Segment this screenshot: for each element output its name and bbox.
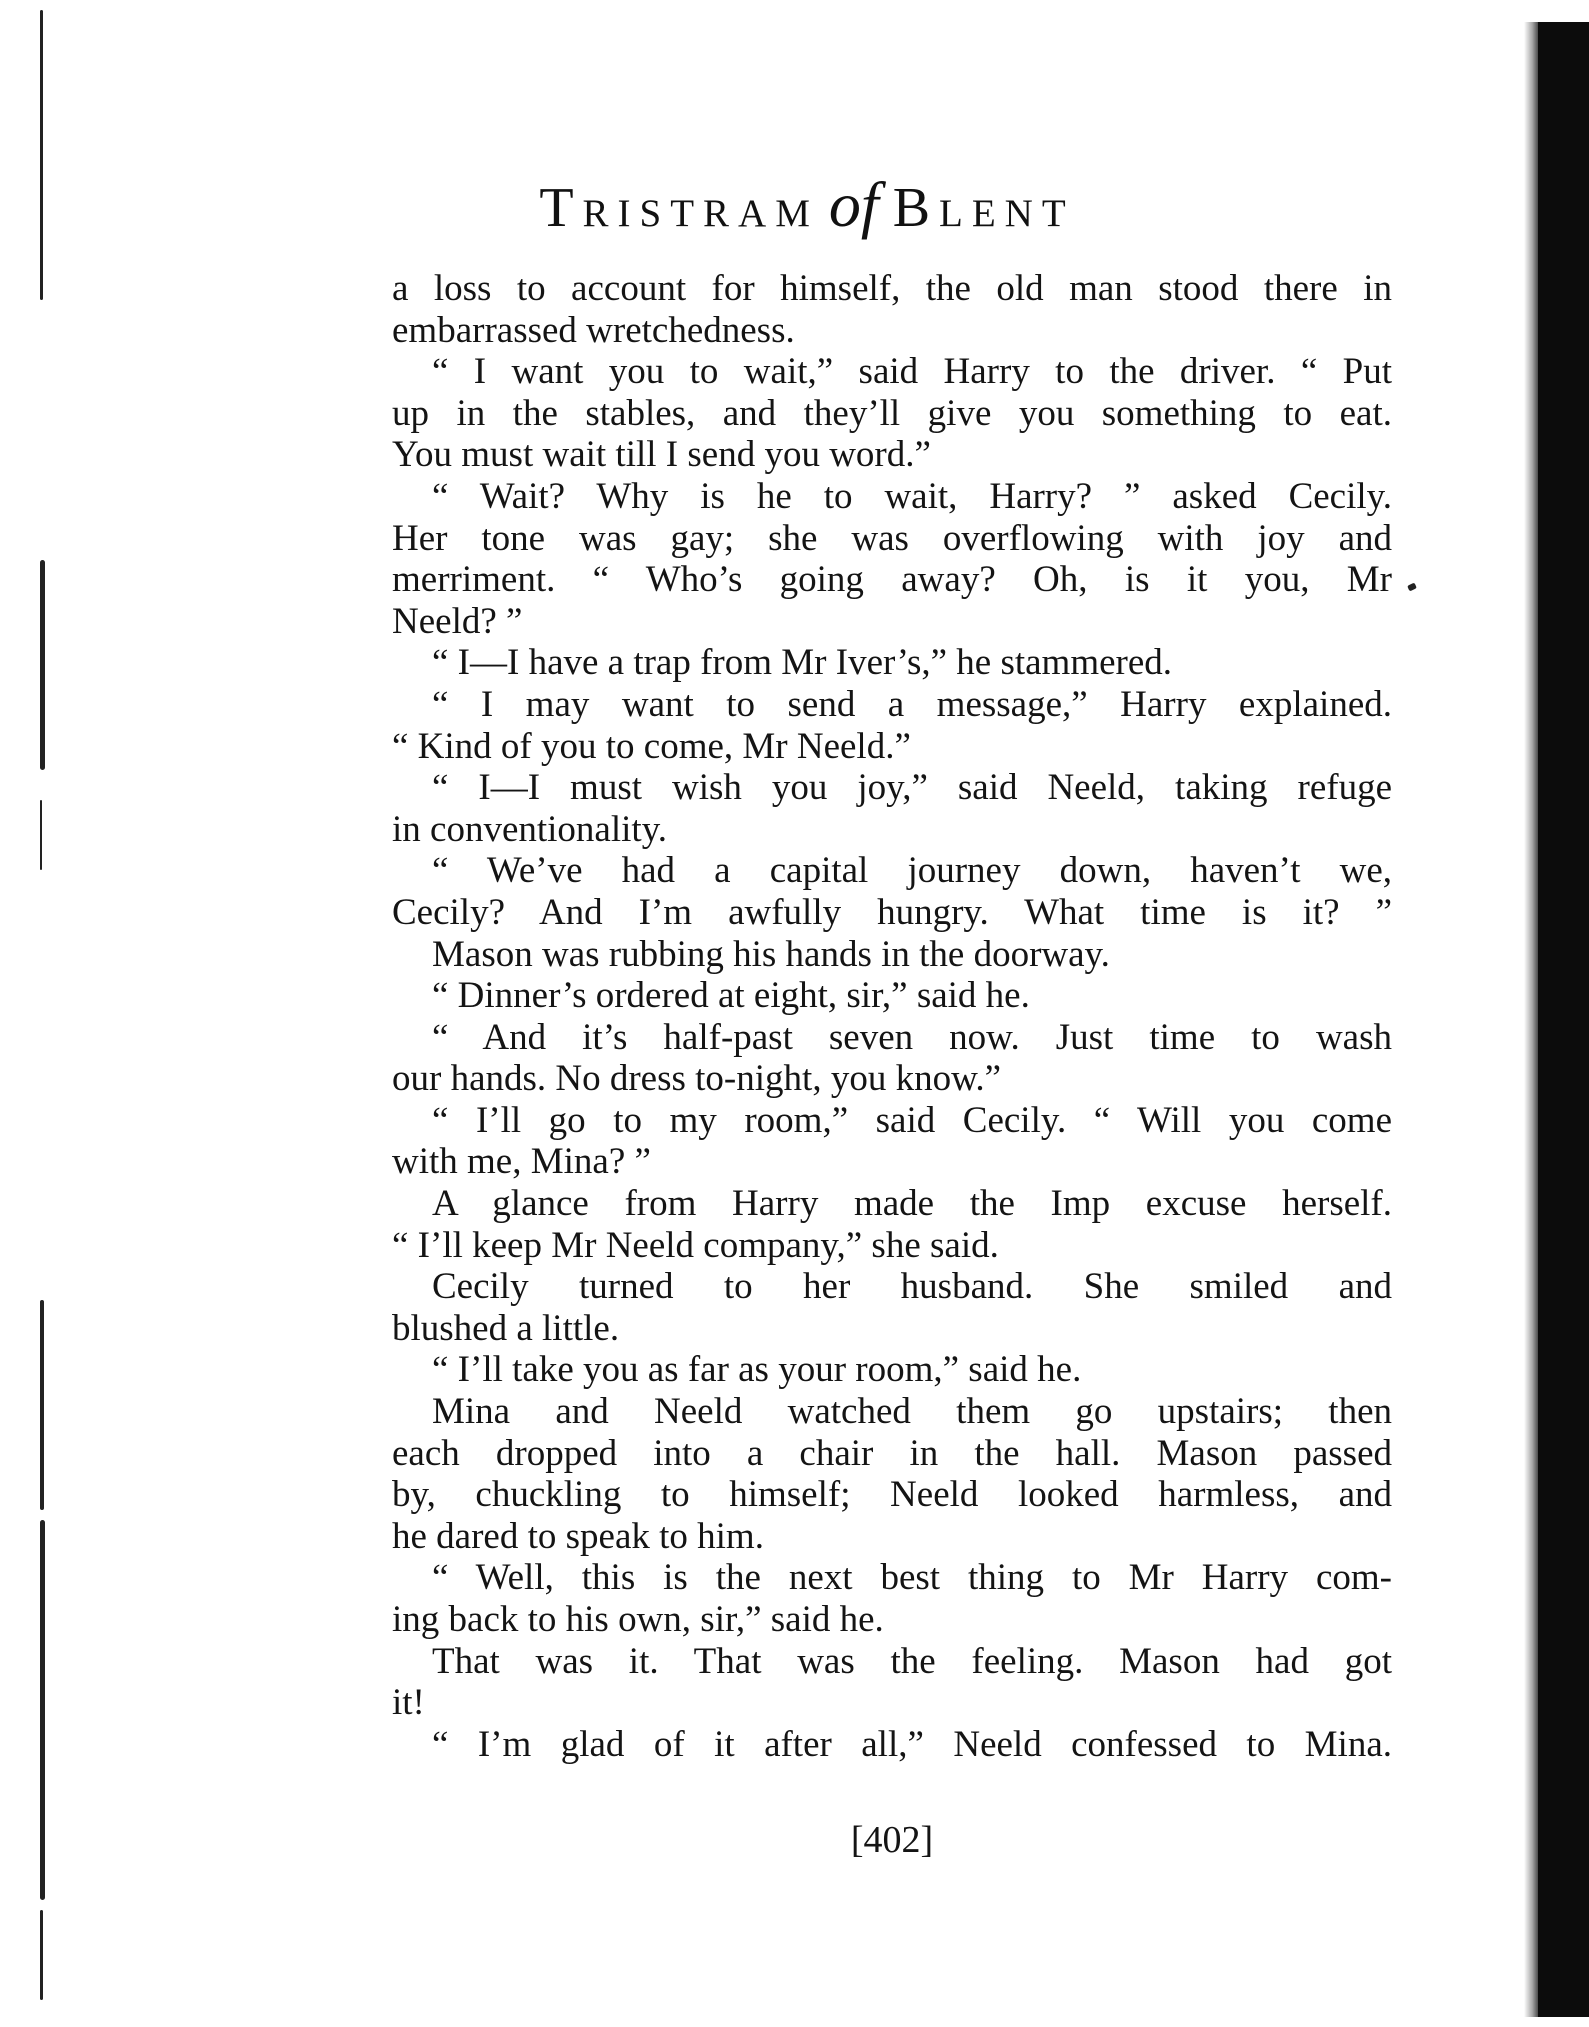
text-line: our hands. No dress to-night, you know.” — [392, 1058, 1002, 1100]
text-line: by, chuckling to himself; Neeld looked harmless, and — [392, 1474, 1392, 1516]
running-head-of: of — [828, 169, 879, 240]
text-line: a loss to account for himself, the old man stood there in — [392, 268, 1392, 309]
text-line: “ I’m glad of it after all,” Neeld confessed to Mina. — [432, 1723, 1392, 1765]
text-line: You must wait till I send you word.” — [392, 434, 931, 476]
text-line: Neeld? ” — [392, 600, 523, 642]
text-line: “ And it’s half-past seven now. Just time to wash — [432, 1016, 1392, 1058]
text-line: it! — [392, 1682, 425, 1724]
text-line: up in the stables, and they’ll give you something to eat. — [392, 392, 1392, 434]
text-line: Cecily turned to her husband. She smiled and — [432, 1266, 1392, 1308]
text-line: ing back to his own, sir,” said he. — [392, 1599, 884, 1640]
text-line: “ I—I have a trap from Mr Iver’s,” he stammered. — [432, 642, 1173, 684]
text-line: That was it. That was the feeling. Mason had got — [432, 1640, 1392, 1682]
text-line: “ We’ve had a capital journey down, haven’t we, — [432, 850, 1392, 892]
text-line: merriment. “ Who’s going away? Oh, is it you, Mr — [392, 559, 1392, 601]
text-line: Her tone was gay; she was overflowing with joy and — [392, 517, 1392, 559]
text-line: Mina and Neeld watched them go upstairs; then — [432, 1391, 1392, 1433]
text-line: “ I may want to send a message,” Harry explained. — [432, 683, 1392, 725]
text-line: “ I’ll take you as far as your room,” said he. — [432, 1349, 1082, 1391]
text-line: embarrassed wretchedness. — [392, 309, 795, 351]
text-line: “ Kind of you to come, Mr Neeld.” — [392, 725, 911, 767]
text-line: “ Wait? Why is he to wait, Harry? ” asked Cecily. — [432, 475, 1392, 517]
text-line: “ I want you to wait,” said Harry to the driver. “ Put — [432, 351, 1392, 393]
page-number: [402] — [850, 1819, 934, 1861]
text-line: Mason was rubbing his hands in the doorway. — [432, 933, 1110, 975]
text-line: he dared to speak to him. — [392, 1515, 764, 1557]
text-line: each dropped into a chair in the hall. Mason passed — [392, 1432, 1392, 1474]
text-line: in conventionality. — [392, 808, 668, 850]
text-line: with me, Mina? ” — [392, 1141, 651, 1183]
text-line: blushed a little. — [392, 1307, 620, 1349]
text-line: Cecily? And I’m awfully hungry. What time is it? ” — [392, 891, 1392, 933]
text-line: “ Dinner’s ordered at eight, sir,” said he. — [432, 975, 1030, 1017]
running-head — [392, 168, 1222, 242]
scan-right-edge — [1538, 22, 1589, 2017]
running-head-place: Blent — [892, 177, 1075, 239]
text-line: “ Well, this is the next best thing to Mr Harry com- — [432, 1557, 1392, 1599]
text-line: “ I’ll keep Mr Neeld company,” she said. — [392, 1224, 999, 1266]
text-line: A glance from Harry made the Imp excuse herself. — [432, 1183, 1392, 1225]
margin-mark — [1407, 583, 1417, 592]
running-head-title: Tristram — [539, 177, 819, 239]
text-line: “ I’ll go to my room,” said Cecily. “ Will you come — [432, 1099, 1392, 1141]
scan-left-edge — [40, 0, 46, 2027]
body-text — [392, 268, 1392, 1765]
text-line: “ I—I must wish you joy,” said Neeld, taking refuge — [432, 767, 1392, 809]
